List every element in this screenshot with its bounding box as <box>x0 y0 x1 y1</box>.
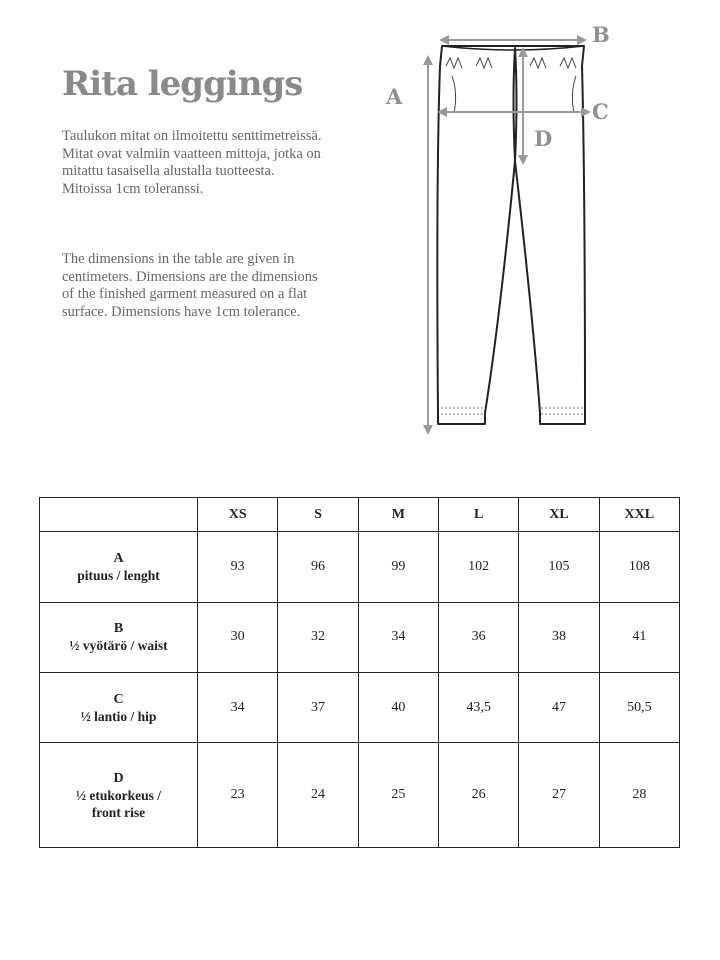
table-row-d <box>40 743 680 848</box>
table-cell: 36 <box>438 602 518 672</box>
table-row-a <box>40 532 680 602</box>
row-letter: D <box>113 770 124 786</box>
size-table <box>39 497 680 848</box>
row-header-d <box>40 743 198 848</box>
leggings-outline <box>437 46 585 424</box>
label-c: C <box>592 99 609 124</box>
table-cell: 26 <box>438 743 518 848</box>
table-row-c <box>40 672 680 742</box>
label-a: A <box>386 84 403 109</box>
table-cell: 27 <box>519 743 599 848</box>
size-header: M <box>358 498 438 532</box>
table-cell: 38 <box>519 602 599 672</box>
size-header: S <box>278 498 358 532</box>
row-label: ½ etukorkeus / <box>75 787 162 803</box>
table-cell: 105 <box>519 532 599 602</box>
row-header-a <box>40 532 198 602</box>
table-cell: 34 <box>198 672 278 742</box>
table-cell: 24 <box>278 743 358 848</box>
table-cell: 23 <box>198 743 278 848</box>
pocket-curve-left <box>452 76 456 113</box>
table-cell: 96 <box>278 532 358 602</box>
table-cell: 102 <box>438 532 518 602</box>
row-header-c <box>40 672 198 742</box>
table-cell: 37 <box>278 672 358 742</box>
table-cell: 43,5 <box>438 672 518 742</box>
table-cell: 40 <box>358 672 438 742</box>
table-cell: 34 <box>358 602 438 672</box>
table-cell: 30 <box>198 602 278 672</box>
description-finnish: Taulukon mitat on ilmoitettu senttimetreissä. Mitat ovat valmiin vaatteen mittoja, jotka on mitattu tasaisella alustalla tuotteesta. Mitoissa 1cm toleranssi. <box>62 128 322 197</box>
size-header: XS <box>198 498 278 532</box>
row-letter: B <box>113 621 124 637</box>
row-letter: C <box>113 691 124 707</box>
table-cell: 93 <box>198 532 278 602</box>
table-cell: 99 <box>358 532 438 602</box>
row-label: pituus / lenght <box>77 567 160 583</box>
size-header: XL <box>519 498 599 532</box>
size-header-row <box>40 498 680 532</box>
leggings-diagram <box>380 18 630 438</box>
pocket-curve-right <box>572 76 576 113</box>
table-cell: 28 <box>599 743 679 848</box>
row-label: ½ lantio / hip <box>80 708 157 724</box>
table-cell: 25 <box>358 743 438 848</box>
row-label: ½ vyötärö / waist <box>69 638 168 654</box>
description-english: The dimensions in the table are given in centimeters. Dimensions are the dimensions of the finished garment measured on a flat surface. Dimensions have 1cm tolerance. <box>62 251 318 320</box>
size-header: L <box>438 498 518 532</box>
page-title: Rita leggings <box>62 64 303 104</box>
table-cell: 108 <box>599 532 679 602</box>
row-label: front rise <box>91 804 146 820</box>
label-b: B <box>592 22 610 47</box>
row-header-b <box>40 602 198 672</box>
corner-cell <box>40 498 198 532</box>
table-cell: 32 <box>278 602 358 672</box>
table-cell: 50,5 <box>599 672 679 742</box>
waistband-stitching <box>446 58 576 68</box>
table-cell: 41 <box>599 602 679 672</box>
table-cell: 47 <box>519 672 599 742</box>
size-header: XXL <box>599 498 679 532</box>
label-d: D <box>534 126 553 151</box>
row-letter: A <box>113 550 124 566</box>
table-row-b <box>40 602 680 672</box>
